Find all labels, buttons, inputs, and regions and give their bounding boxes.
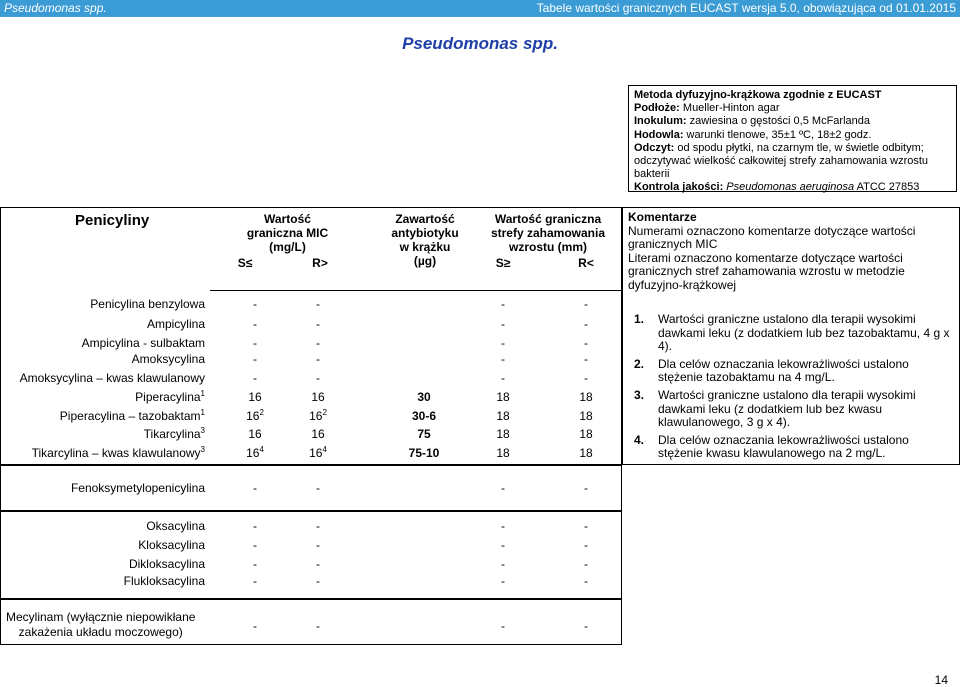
zone-r-value-text: - bbox=[584, 574, 588, 588]
mic-r-value bbox=[293, 537, 343, 553]
antibiotic-name-text: Tikarcylina – kwas klawulanowy bbox=[31, 446, 201, 460]
zone-r-value bbox=[561, 316, 611, 332]
zone-r-value-text: - bbox=[584, 481, 588, 495]
note-text: Dla celów oznaczania lekowrażliwości ustalono stężenie kwasu klawulanowego na 2 mg/L. bbox=[658, 432, 909, 461]
antibiotic-name bbox=[147, 316, 205, 332]
antibiotic-name-text: Amoksycylina bbox=[131, 352, 205, 366]
mic-s-value-text: - bbox=[253, 336, 257, 350]
mic-r-value bbox=[293, 316, 343, 332]
zone-s-value bbox=[478, 351, 528, 367]
antibiotic-name-text: Dikloksacylina bbox=[128, 557, 205, 571]
method-odczyt bbox=[634, 142, 951, 182]
note-text: Dla celów oznaczania lekowrażliwości ustalono stężenie tazobaktamu na 4 mg/L. bbox=[658, 356, 909, 385]
comments-section bbox=[628, 211, 956, 293]
zone-r-value bbox=[561, 408, 611, 424]
antibiotic-name-text: Piperacylina bbox=[135, 390, 201, 404]
mic-s-value bbox=[230, 537, 280, 553]
mic-r-value-text: - bbox=[316, 557, 320, 571]
note-reference: 1 bbox=[200, 408, 205, 417]
antibiotic-name bbox=[144, 426, 205, 442]
zone-s-value bbox=[478, 573, 528, 589]
page-title: Pseudomonas spp. bbox=[402, 34, 558, 53]
zone-r-value bbox=[561, 480, 611, 496]
header-separator bbox=[210, 290, 622, 291]
zone-s-value bbox=[478, 518, 528, 534]
note-item bbox=[628, 358, 956, 385]
zone-r-value-text: 18 bbox=[579, 409, 593, 423]
mic-s-value bbox=[230, 518, 280, 534]
antibiotic-name bbox=[82, 335, 205, 351]
table-row bbox=[0, 426, 620, 442]
disk-content-value bbox=[384, 408, 464, 424]
zone-r-value-text: 18 bbox=[579, 446, 593, 460]
note-reference: 4 bbox=[259, 445, 264, 454]
mic-s-value-text: - bbox=[253, 352, 257, 366]
podloze-label: Podłoże: bbox=[634, 102, 680, 115]
disk-content-value-text: 30 bbox=[417, 390, 431, 404]
mic-s-value-text: - bbox=[253, 619, 257, 633]
antibiotic-name-text: Ampicylina bbox=[146, 317, 205, 331]
zone-s-value-text: - bbox=[501, 538, 505, 552]
zone-s-value bbox=[478, 426, 528, 442]
zone-r-value-text: - bbox=[584, 538, 588, 552]
kontrola-organism: Pseudomonas aeruginosa bbox=[723, 181, 855, 194]
mic-s-value-text: - bbox=[253, 519, 257, 533]
mic-r-value bbox=[293, 408, 343, 424]
note-reference: 3 bbox=[200, 445, 205, 454]
table-row bbox=[0, 556, 620, 572]
document-header-bar bbox=[0, 0, 960, 17]
zone-s-value bbox=[478, 618, 528, 634]
hodowla-value: warunki tlenowe, 35±1 ºC, 18±2 godz. bbox=[683, 128, 872, 141]
odczyt-label: Odczyt: bbox=[634, 141, 675, 154]
zone-r-value-text: - bbox=[584, 371, 588, 385]
disk-header-line2: antybiotyku bbox=[391, 226, 459, 240]
mic-r-value-text: - bbox=[316, 317, 320, 331]
mic-s-value-text: - bbox=[253, 538, 257, 552]
note-number: 4. bbox=[634, 432, 645, 447]
zone-s-value-text: - bbox=[501, 371, 505, 385]
hodowla-label: Hodowla: bbox=[634, 128, 684, 141]
antibiotic-name-text: Kloksacylina bbox=[138, 538, 205, 552]
zone-s-value bbox=[478, 556, 528, 572]
zone-r-value bbox=[561, 537, 611, 553]
antibiotic-name-text: Tikarcylina bbox=[143, 427, 201, 441]
antibiotic-name bbox=[20, 370, 205, 386]
mic-s-value bbox=[230, 296, 280, 312]
mic-r-value bbox=[293, 556, 343, 572]
mic-r-header: R> bbox=[312, 256, 328, 270]
zone-s-value-text: - bbox=[501, 317, 505, 331]
mic-s-value-text: - bbox=[253, 481, 257, 495]
antibiotic-name bbox=[32, 445, 205, 461]
zone-r-value bbox=[561, 573, 611, 589]
zone-header-line2: strefy zahamowania bbox=[490, 226, 606, 240]
zone-r-value bbox=[561, 518, 611, 534]
note-item bbox=[628, 313, 956, 354]
comments-line-letters: Literami oznaczono komentarze dotyczące wartości granicznych stref zahamowania wzrostu w metodzie dyfuzyjno-krążkowej bbox=[628, 250, 905, 292]
note-reference: 3 bbox=[200, 426, 205, 435]
disk-header bbox=[365, 212, 485, 268]
zone-r-value bbox=[561, 351, 611, 367]
zone-s-value-text: - bbox=[501, 352, 505, 366]
zone-r-value-text: 18 bbox=[579, 427, 593, 441]
note-reference: 4 bbox=[322, 445, 327, 454]
comments-title: Komentarze bbox=[628, 210, 697, 224]
method-hodowla bbox=[634, 129, 951, 142]
note-number: 2. bbox=[634, 356, 645, 371]
mic-r-value bbox=[293, 351, 343, 367]
zone-s-value-text: 18 bbox=[496, 427, 510, 441]
antibiotic-name-text: Piperacylina – tazobaktam bbox=[59, 409, 201, 423]
mic-r-value-text: - bbox=[316, 574, 320, 588]
mic-s-value bbox=[230, 351, 280, 367]
zone-s-value bbox=[478, 389, 528, 405]
group-title: Penicyliny bbox=[75, 212, 150, 229]
inokulum-label: Inokulum: bbox=[634, 115, 687, 128]
antibiotic-name-text: Fenoksymetylopenicylina bbox=[70, 481, 205, 495]
antibiotic-name bbox=[71, 480, 205, 496]
mic-header bbox=[230, 212, 345, 254]
mic-r-value-text: 16 bbox=[311, 390, 325, 404]
table-row bbox=[0, 573, 620, 589]
disk-header-line1: Zawartość bbox=[395, 212, 455, 226]
mic-header-line3: (mg/L) bbox=[269, 240, 306, 254]
mic-r-value-text: - bbox=[316, 297, 320, 311]
zone-r-header: R< bbox=[578, 256, 594, 270]
disk-content-value-text: 75 bbox=[417, 427, 431, 441]
zone-s-value-text: 18 bbox=[496, 390, 510, 404]
zone-s-value bbox=[478, 445, 528, 461]
table-row bbox=[0, 351, 620, 367]
table-row bbox=[0, 610, 620, 642]
note-text: Wartości graniczne ustalono dla terapii wysokimi dawkami leku (z dodatkiem lub bez kwasu klawulanowego, 3 g x 4). bbox=[658, 387, 916, 430]
zone-s-value-text: - bbox=[501, 557, 505, 571]
mic-s-value bbox=[230, 426, 280, 442]
mic-s-value bbox=[230, 316, 280, 332]
note-reference: 2 bbox=[259, 408, 264, 417]
table-row bbox=[0, 370, 620, 386]
antibiotic-name-text: Penicylina benzylowa bbox=[90, 297, 205, 311]
table-row bbox=[0, 389, 620, 405]
antibiotic-name bbox=[90, 296, 205, 312]
zone-r-value bbox=[561, 556, 611, 572]
mic-s-value-text: 16 bbox=[248, 427, 262, 441]
zone-r-value bbox=[561, 296, 611, 312]
zone-header bbox=[478, 212, 618, 254]
zone-s-value bbox=[478, 537, 528, 553]
zone-s-value-text: 18 bbox=[496, 409, 510, 423]
mic-r-value bbox=[293, 480, 343, 496]
note-item bbox=[628, 434, 956, 461]
method-inokulum bbox=[634, 115, 951, 128]
mic-r-value-text: 16 bbox=[309, 446, 323, 460]
antibiotic-name-text: Ampicylina - sulbaktam bbox=[81, 336, 205, 350]
mic-r-value-text: 16 bbox=[311, 427, 325, 441]
comments-line-numbers: Numerami oznaczono komentarze dotyczące wartości granicznych MIC bbox=[628, 223, 916, 252]
mic-s-value bbox=[230, 408, 280, 424]
kontrola-strain: ATCC 27853 bbox=[854, 181, 920, 194]
mic-s-value bbox=[230, 573, 280, 589]
antibiotic-name-text: Flukloksacylina bbox=[123, 574, 205, 588]
mic-s-value bbox=[230, 445, 280, 461]
mic-r-value-text: - bbox=[316, 519, 320, 533]
zone-r-value bbox=[561, 445, 611, 461]
page-number: 14 bbox=[934, 673, 948, 687]
mic-header-line1: Wartość bbox=[264, 212, 311, 226]
antibiotic-name-line2: zakażenia układu moczowego) bbox=[18, 625, 183, 639]
note-number: 1. bbox=[634, 312, 645, 326]
inokulum-value: zawiesina o gęstości 0,5 McFarlanda bbox=[686, 115, 870, 128]
note-reference: 1 bbox=[200, 389, 205, 398]
mic-s-value-text: 16 bbox=[248, 390, 262, 404]
zone-s-value bbox=[478, 408, 528, 424]
zone-r-value-text: - bbox=[584, 557, 588, 571]
zone-s-value bbox=[478, 335, 528, 351]
kontrola-label: Kontrola jakości: bbox=[634, 181, 724, 194]
zone-r-value-text: - bbox=[584, 352, 588, 366]
disk-content-value-text: 75-10 bbox=[408, 446, 440, 460]
zone-r-value bbox=[561, 335, 611, 351]
mic-r-value bbox=[293, 426, 343, 442]
mic-header-line2: graniczna MIC bbox=[246, 226, 329, 240]
method-title: Metoda dyfuzyjno-krążkowa zgodnie z EUCAST bbox=[634, 89, 882, 101]
table-row bbox=[0, 316, 620, 332]
disk-content-value-text: 30-6 bbox=[411, 409, 437, 423]
method-podloze bbox=[634, 102, 951, 115]
mic-r-value-text: - bbox=[316, 619, 320, 633]
mic-s-value-text: - bbox=[253, 317, 257, 331]
antibiotic-name bbox=[132, 351, 205, 367]
antibiotic-name-text: Mecylinam (wyłącznie niepowikłane bbox=[6, 610, 196, 624]
zone-s-value bbox=[478, 370, 528, 386]
mic-r-value-text: - bbox=[316, 481, 320, 495]
header-organism: Pseudomonas spp. bbox=[4, 1, 107, 15]
zone-r-value-text: - bbox=[584, 317, 588, 331]
zone-r-value bbox=[561, 389, 611, 405]
mic-r-value bbox=[293, 618, 343, 634]
mic-r-value-text: - bbox=[316, 538, 320, 552]
mic-s-value-text: 16 bbox=[246, 446, 260, 460]
mic-s-value-text: - bbox=[253, 574, 257, 588]
zone-r-value-text: - bbox=[584, 336, 588, 350]
mic-r-value bbox=[293, 370, 343, 386]
mic-r-value-text: - bbox=[316, 371, 320, 385]
table-row bbox=[0, 296, 620, 312]
mic-r-value bbox=[293, 573, 343, 589]
zone-r-value-text: - bbox=[584, 619, 588, 633]
mic-r-value bbox=[293, 296, 343, 312]
mic-s-value bbox=[230, 335, 280, 351]
zone-r-value bbox=[561, 370, 611, 386]
mic-r-value bbox=[293, 335, 343, 351]
mic-s-value-text: - bbox=[253, 297, 257, 311]
zone-s-value-text: - bbox=[501, 481, 505, 495]
zone-r-value bbox=[561, 618, 611, 634]
mic-s-value bbox=[230, 480, 280, 496]
podloze-value: Mueller-Hinton agar bbox=[679, 102, 780, 115]
mic-s-header: S≤ bbox=[237, 256, 253, 270]
mic-r-value-text: 16 bbox=[309, 409, 323, 423]
zone-s-value bbox=[478, 480, 528, 496]
antibiotic-name-text: Oksacylina bbox=[146, 519, 205, 533]
notes-list bbox=[628, 313, 956, 465]
method-box bbox=[628, 85, 957, 192]
zone-header-line3: wzrostu (mm) bbox=[509, 240, 587, 254]
antibiotic-name bbox=[146, 518, 205, 534]
header-table-version: Tabele wartości granicznych EUCAST wersja 5.0, obowiązująca od 01.01.2015 bbox=[536, 1, 956, 15]
zone-r-value-text: - bbox=[584, 519, 588, 533]
note-reference: 2 bbox=[322, 408, 327, 417]
note-number: 3. bbox=[634, 387, 645, 402]
zone-s-value-text: - bbox=[501, 519, 505, 533]
zone-s-value-text: 18 bbox=[496, 446, 510, 460]
mic-s-value-text: 16 bbox=[246, 409, 260, 423]
antibiotic-name bbox=[6, 610, 195, 640]
zone-s-value-text: - bbox=[501, 574, 505, 588]
zone-r-value bbox=[561, 426, 611, 442]
mic-r-value-text: - bbox=[316, 336, 320, 350]
zone-r-value-text: - bbox=[584, 297, 588, 311]
mic-s-value bbox=[230, 389, 280, 405]
table-row bbox=[0, 537, 620, 553]
zone-s-value bbox=[478, 316, 528, 332]
zone-s-value-text: - bbox=[501, 297, 505, 311]
mic-r-value bbox=[293, 389, 343, 405]
table-row bbox=[0, 445, 620, 461]
mic-r-value bbox=[293, 518, 343, 534]
note-item bbox=[628, 389, 956, 430]
antibiotic-name bbox=[129, 556, 205, 572]
disk-content-value bbox=[384, 445, 464, 461]
table-row bbox=[0, 518, 620, 534]
zone-header-line1: Wartość graniczna bbox=[494, 212, 602, 226]
mic-s-value bbox=[230, 556, 280, 572]
mic-s-value bbox=[230, 370, 280, 386]
antibiotic-name bbox=[124, 573, 205, 589]
method-kontrola bbox=[634, 181, 951, 194]
note-text: Wartości graniczne ustalono dla terapii wysokimi dawkami leku (z dodatkiem lub bez tazobaktamu, 4 g x 4). bbox=[658, 312, 950, 354]
disk-header-line3: w krążku bbox=[399, 240, 451, 254]
disk-content-value bbox=[384, 426, 464, 442]
mic-s-value-text: - bbox=[253, 557, 257, 571]
zone-s-value-text: - bbox=[501, 619, 505, 633]
zone-r-value-text: 18 bbox=[579, 390, 593, 404]
mic-s-value-text: - bbox=[253, 371, 257, 385]
disk-content-value bbox=[384, 389, 464, 405]
mic-r-value-text: - bbox=[316, 352, 320, 366]
table-row bbox=[0, 408, 620, 424]
zone-s-header: S≥ bbox=[495, 256, 511, 270]
disk-header-line4: (µg) bbox=[413, 254, 437, 268]
antibiotic-name bbox=[135, 389, 205, 405]
mic-s-value bbox=[230, 618, 280, 634]
odczyt-value: od spodu płytki, na czarnym tle, w świetle odbitym; odczytywać wielkość całkowitej strefy zahamowania wzrostu bakterii bbox=[634, 141, 929, 181]
antibiotic-name bbox=[138, 537, 205, 553]
zone-s-value bbox=[478, 296, 528, 312]
antibiotic-name bbox=[60, 408, 205, 424]
antibiotic-name-text: Amoksycylina – kwas klawulanowy bbox=[19, 371, 205, 385]
zone-s-value-text: - bbox=[501, 336, 505, 350]
table-row bbox=[0, 480, 620, 496]
mic-r-value bbox=[293, 445, 343, 461]
table-row bbox=[0, 335, 620, 351]
